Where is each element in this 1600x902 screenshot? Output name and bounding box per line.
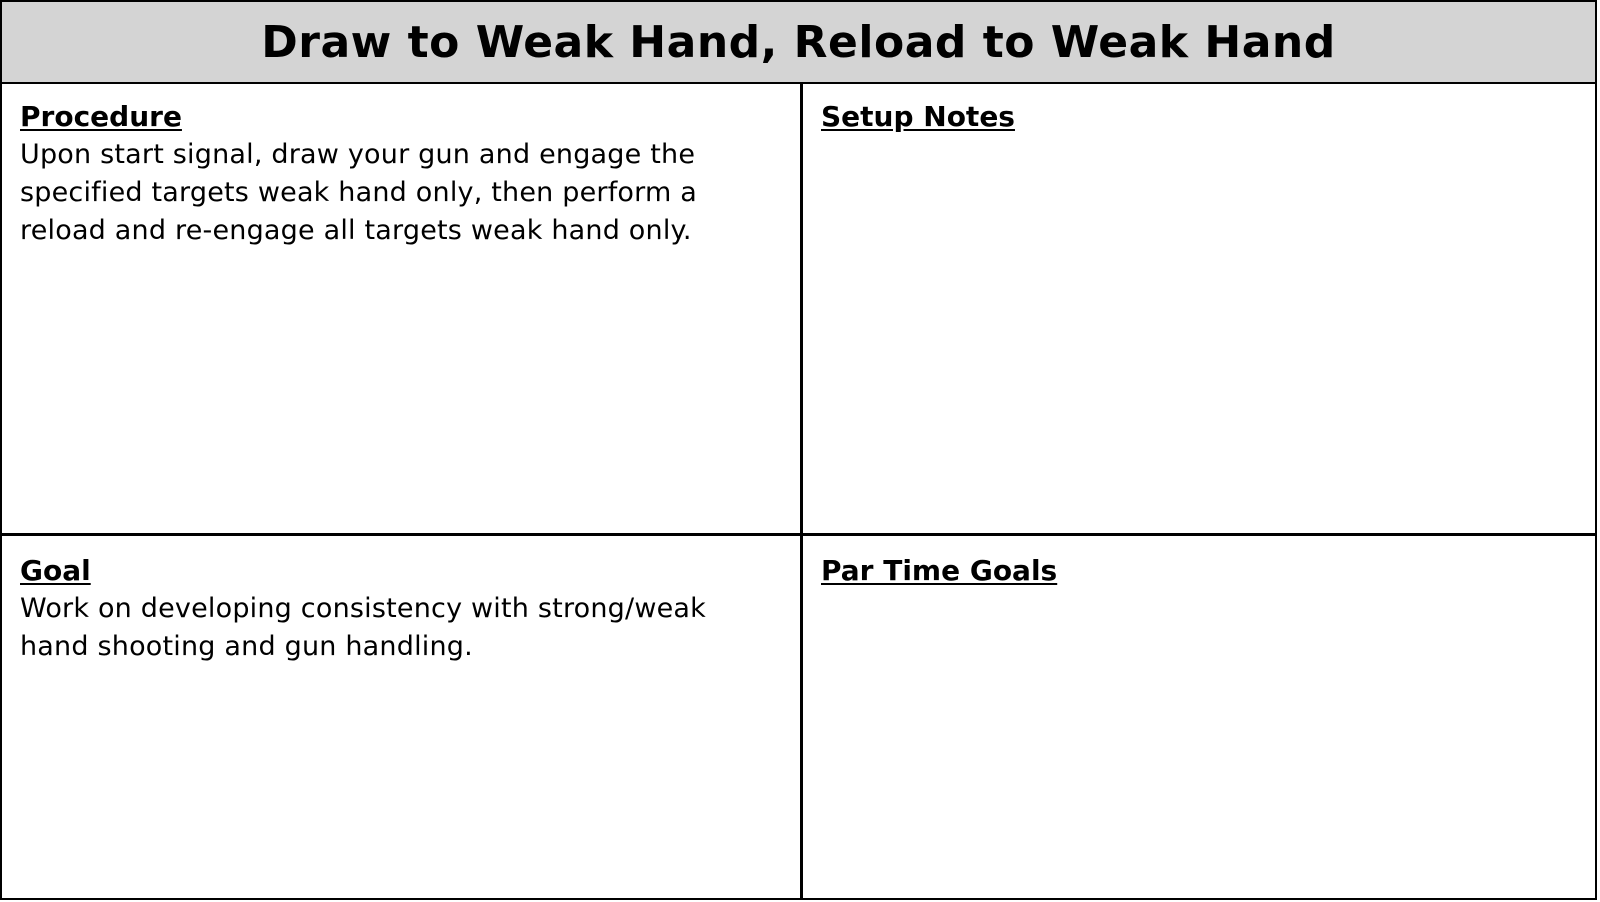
goal-section — [2, 536, 800, 898]
procedure-heading: Procedure — [20, 100, 182, 133]
par-time-goals-heading: Par Time Goals — [821, 554, 1058, 587]
goal-text: Work on developing consistency with strong/weak hand shooting and gun handling. — [20, 593, 706, 662]
drill-title: Draw to Weak Hand, Reload to Weak Hand — [261, 16, 1336, 68]
procedure-section — [2, 82, 800, 533]
par-time-goals-section — [803, 536, 1597, 898]
setup-notes-heading: Setup Notes — [821, 100, 1015, 133]
title-bar — [0, 0, 1597, 84]
setup-notes-section — [803, 82, 1597, 533]
goal-heading: Goal — [20, 554, 91, 587]
procedure-text: Upon start signal, draw your gun and engage the specified targets weak hand only, then perform a reload and re-engage all targets weak hand only. — [20, 139, 698, 246]
drill-grid — [0, 82, 1597, 900]
